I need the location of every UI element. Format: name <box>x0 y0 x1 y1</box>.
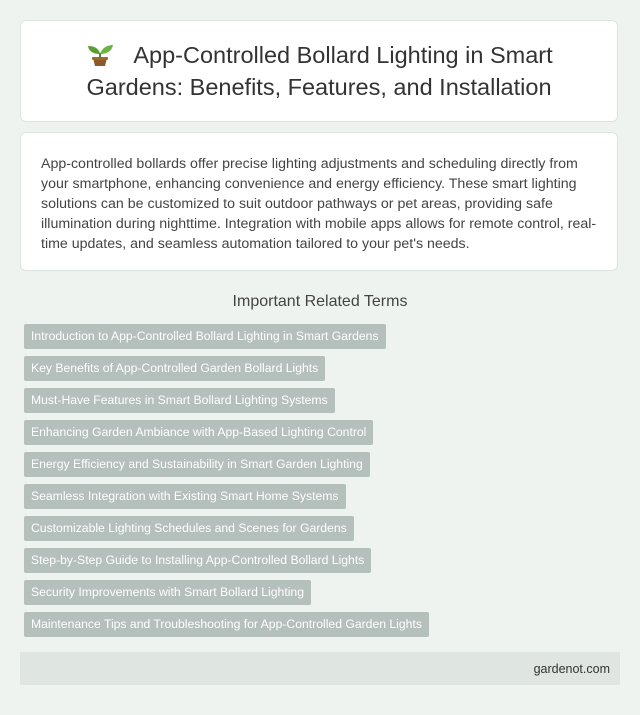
related-term-tag[interactable]: Key Benefits of App-Controlled Garden Bollard Lights <box>24 356 325 381</box>
site-link[interactable]: gardenot.com <box>533 661 610 676</box>
seedling-icon <box>85 42 115 66</box>
related-terms-heading: Important Related Terms <box>232 293 408 310</box>
related-term-tag[interactable]: Introduction to App-Controlled Bollard Lighting in Smart Gardens <box>24 324 386 349</box>
related-term-tag[interactable]: Step-by-Step Guide to Installing App-Controlled Bollard Lights <box>24 548 371 573</box>
title-card <box>20 20 618 122</box>
footer-bar <box>20 652 620 685</box>
intro-card <box>20 132 618 271</box>
related-term-tag[interactable]: Must-Have Features in Smart Bollard Lighting Systems <box>24 388 335 413</box>
page-title-text: App-Controlled Bollard Lighting in Smart Gardens: Benefits, Features, and Installation <box>86 42 553 100</box>
related-term-tag[interactable]: Energy Efficiency and Sustainability in Smart Garden Lighting <box>24 452 370 477</box>
related-term-tag[interactable]: Seamless Integration with Existing Smart Home Systems <box>24 484 346 509</box>
related-terms-list <box>24 324 614 637</box>
related-term-tag[interactable]: Maintenance Tips and Troubleshooting for App-Controlled Garden Lights <box>24 612 429 637</box>
page-title <box>61 39 577 103</box>
intro-paragraph: App-controlled bollards offer precise lighting adjustments and scheduling directly from your smartphone, enhancing convenience and energy efficiency. These smart lighting solutions can be customized to suit outdoor pathways or pet areas, providing safe illumination during nighttime. Integration with mobile apps allows for remote control, real-time updates, and seamless automation tailored to your pet's needs. <box>41 156 597 252</box>
related-term-tag[interactable]: Enhancing Garden Ambiance with App-Based Lighting Control <box>24 420 373 445</box>
related-term-tag[interactable]: Customizable Lighting Schedules and Scenes for Gardens <box>24 516 354 541</box>
related-term-tag[interactable]: Security Improvements with Smart Bollard Lighting <box>24 580 311 605</box>
